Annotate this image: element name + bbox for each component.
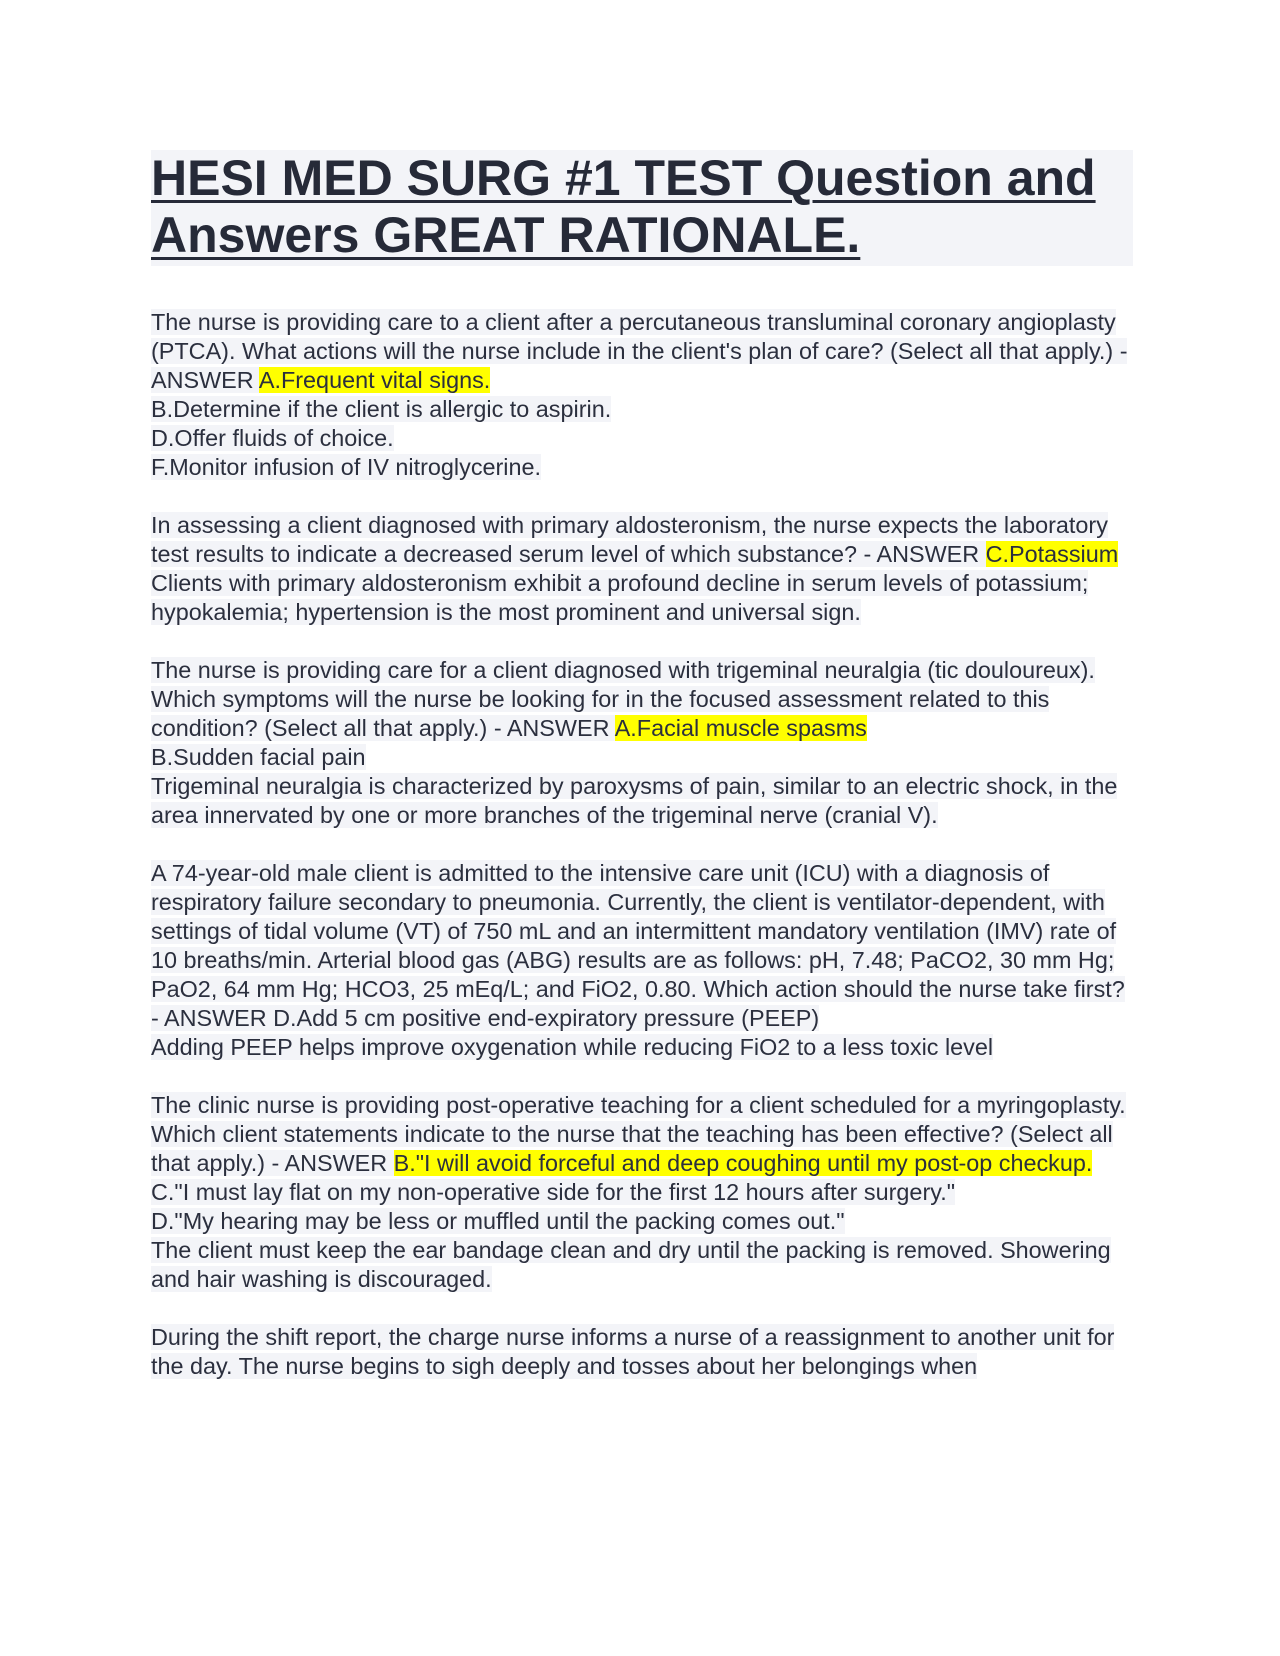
document-page (151, 150, 1133, 1410)
qa-item-2 (151, 511, 1133, 627)
rationale-text: Adding PEEP helps improve oxygenation while reducing FiO2 to a less toxic level (151, 1034, 994, 1060)
answer-line: F.Monitor infusion of IV nitroglycerine. (151, 454, 542, 480)
document-body (151, 308, 1133, 1381)
question-text: During the shift report, the charge nurse informs a nurse of a reassignment to another unit for the day. The nurse begins to sigh deeply and tosses about her belongings when (151, 1324, 1115, 1379)
answer-highlight: B."I will avoid forceful and deep coughing until my post-op checkup. (393, 1150, 1093, 1176)
rationale-text: Trigeminal neuralgia is characterized by paroxysms of pain, similar to an electric shock, in the area innervated by one or more branches of the trigeminal nerve (cranial V). (151, 773, 1118, 828)
qa-item-3 (151, 656, 1133, 830)
answer-line: D."My hearing may be less or muffled until the packing comes out." (151, 1208, 845, 1234)
qa-item-4 (151, 859, 1133, 1062)
answer-highlight: A.Facial muscle spasms (614, 715, 867, 741)
question-text: The nurse is providing care for a client diagnosed with trigeminal neuralgia (tic douloureux). Which symptoms will the nurse be looking for in the focused assessment related to this condition? (Select all that apply.) - ANSWER (151, 657, 1095, 741)
answer-highlight: A.Frequent vital signs. (258, 367, 491, 393)
question-text: The clinic nurse is providing post-operative teaching for a client scheduled for a myringoplasty. Which client statements indicate to the nurse that the teaching has been effective? (Select all that apply.) - ANSWER (151, 1092, 1126, 1176)
answer-highlight: C.Potassium (985, 541, 1119, 567)
document-title (151, 150, 1133, 266)
rationale-text: Clients with primary aldosteronism exhibit a profound decline in serum levels of potassium; hypokalemia; hypertension is the most prominent and universal sign. (151, 570, 1089, 625)
qa-item-6 (151, 1323, 1133, 1381)
answer-line: D.Offer fluids of choice. (151, 425, 394, 451)
answer-line: C."I must lay flat on my non-operative side for the first 12 hours after surgery." (151, 1179, 955, 1205)
qa-item-1 (151, 308, 1133, 482)
title-line-1: HESI MED SURG #1 TEST Question and (151, 150, 1096, 206)
answer-line: B.Sudden facial pain (151, 744, 366, 770)
answer-line: B.Determine if the client is allergic to aspirin. (151, 396, 612, 422)
question-text: A 74-year-old male client is admitted to the intensive care unit (ICU) with a diagnosis of respiratory failure secondary to pneumonia. Currently, the client is ventilator-dependent, with settings of tidal volume (VT) of 750 mL and an intermittent mandatory ventilation (IMV) rate of 10 breaths/min. Arterial blood gas (ABG) results are as follows: pH, 7.48; PaCO2, 30 mm Hg; PaO2, 64 mm Hg; HCO3, 25 mEq/L; and FiO2, 0.80. Which action should the nurse take first? - ANSWER D.Add 5 cm positive end-expiratory pressure (PEEP) (151, 860, 1125, 1031)
question-text: In assessing a client diagnosed with primary aldosteronism, the nurse expects the laboratory test results to indicate a decreased serum level of which substance? - ANSWER (151, 512, 1108, 567)
qa-item-5 (151, 1091, 1133, 1294)
question-text: The nurse is providing care to a client after a percutaneous transluminal coronary angioplasty (PTCA). What actions will the nurse include in the client's plan of care? (Select all that apply.) - ANSWER (151, 309, 1128, 393)
title-line-2: Answers GREAT RATIONALE. (151, 207, 861, 263)
rationale-text: The client must keep the ear bandage clean and dry until the packing is removed. Showering and hair washing is discouraged. (151, 1237, 1111, 1292)
